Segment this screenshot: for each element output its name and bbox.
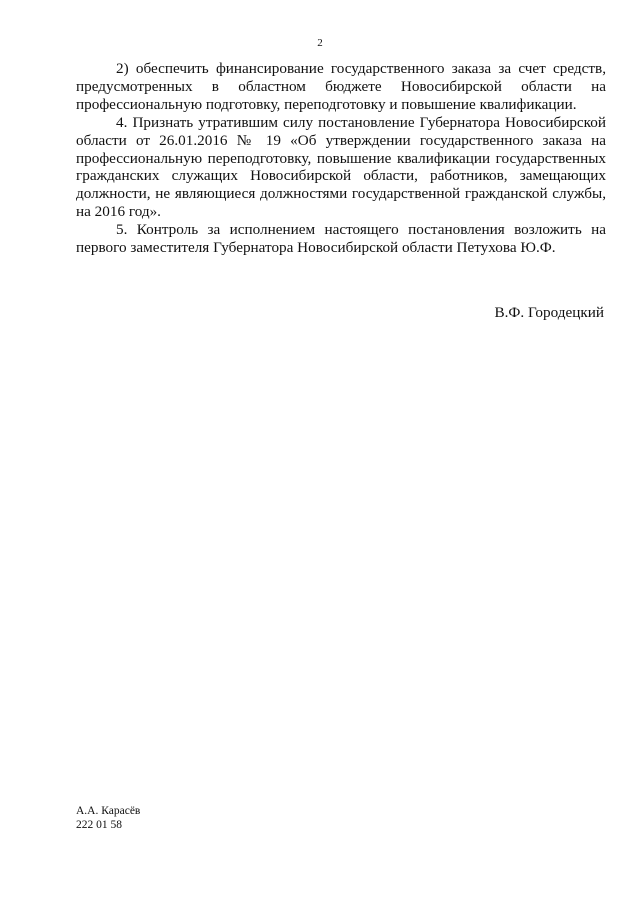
document-body [76, 60, 606, 257]
footer-author: А.А. Карасёв [76, 805, 141, 817]
paragraph-repeal: 4. Признать утратившим силу постановление Губернатора Новосибирской области от 26.01.2016 № 19 «Об утверждении государственного заказа на профессиональную переподготовку, повышение квалификации государственных гражданских служащих Новосибирской области, работников, замещающих должности, не являющиеся должностями государственной гражданской службы, на 2016 год». [76, 113, 606, 221]
footer-contact [76, 804, 140, 832]
signature-name: В.Ф. Городецкий [494, 304, 604, 321]
page-number: 2 [317, 37, 323, 49]
footer-phone: 222 01 58 [76, 819, 122, 831]
paragraph-financing: 2) обеспечить финансирование государственного заказа за счет средств, предусмотренных в областном бюджете Новосибирской области на профессиональную подготовку, переподготовку и повышение квалификации. [76, 60, 606, 113]
paragraph-control: 5. Контроль за исполнением настоящего постановления возложить на первого заместителя Губернатора Новосибирской области Петухова Ю.Ф. [76, 221, 606, 257]
